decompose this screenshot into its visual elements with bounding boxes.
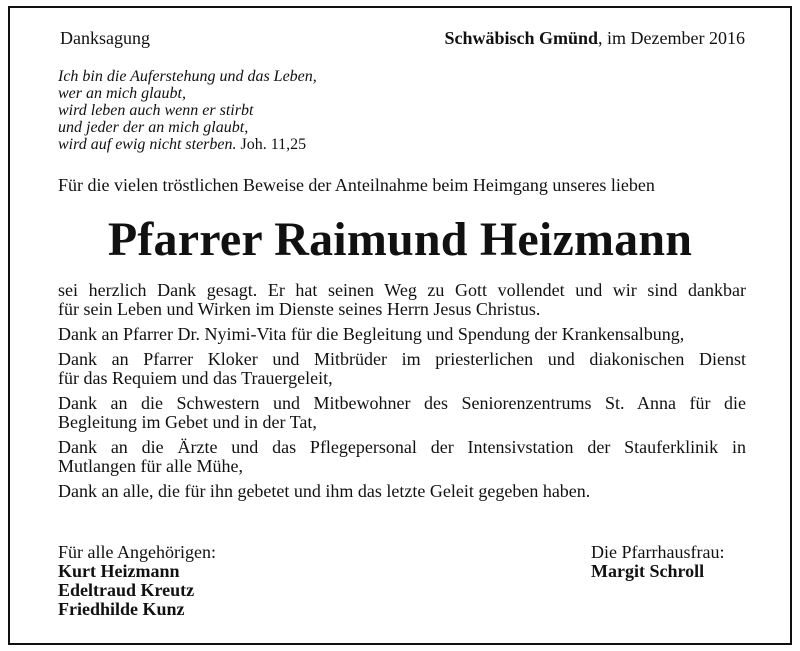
- paragraph-line: Mutlangen für alle Mühe,: [58, 456, 243, 476]
- bible-verse: [58, 68, 317, 153]
- paragraph-line: Dank an Pfarrer Dr. Nyimi-Vita für die Begleitung und Spendung der Krankensalbung,: [58, 324, 685, 344]
- paragraph-line: Dank an die Ärzte und das Pflegepersonal der Intensivstation der Stauferklinik in: [58, 437, 746, 457]
- paragraph-line: Dank an Pfarrer Kloker und Mitbrüder im priesterlichen und diakonischen Dienst: [58, 349, 746, 369]
- place-and-date: [444, 27, 745, 49]
- housekeeper-signer: [591, 543, 724, 581]
- deceased-name: Pfarrer Raimund Heizmann: [107, 213, 693, 266]
- verse-line: Ich bin die Auferstehung und das Leben,: [58, 68, 317, 85]
- paragraph-line: für sein Leben und Wirken im Dienste seines Herrn Jesus Christus.: [58, 299, 541, 319]
- signers-caption: Für alle Angehörigen:: [58, 542, 216, 562]
- paragraph-line: sei herzlich Dank gesagt. Er hat seinen Weg zu Gott vollendet und wir sind dankbar: [58, 280, 746, 300]
- family-signers: [58, 543, 216, 619]
- verse-line: wird leben auch wenn er stirbt: [58, 102, 254, 119]
- thanks-paragraph: [58, 438, 746, 476]
- place-name: Schwäbisch Gmünd: [444, 28, 599, 48]
- notice-heading: Danksagung: [60, 28, 150, 48]
- date-text: , im Dezember 2016: [598, 28, 745, 48]
- thanks-body: [58, 281, 746, 507]
- thanks-paragraph: [58, 482, 746, 501]
- thanks-paragraph: [58, 281, 746, 319]
- paragraph-line: Dank an alle, die für ihn gebetet und ihm das letzte Geleit gegeben haben.: [58, 481, 591, 501]
- signers-caption: Die Pfarrhausfrau:: [591, 542, 725, 562]
- verse-line: wird auf ewig nicht sterben.: [58, 136, 237, 153]
- thanks-paragraph: [58, 325, 746, 344]
- signer-name: Margit Schroll: [591, 561, 705, 581]
- verse-line: und jeder der an mich glaubt,: [58, 119, 249, 136]
- paragraph-line: für das Requiem und das Trauergeleit,: [58, 368, 333, 388]
- verse-reference: Joh. 11,25: [236, 136, 307, 153]
- verse-line: wer an mich glaubt,: [58, 85, 186, 102]
- signer-name: Friedhilde Kunz: [58, 599, 185, 619]
- signer-name: Edeltraud Kreutz: [58, 580, 195, 600]
- signer-name: Kurt Heizmann: [58, 561, 180, 581]
- verse-line-last: [58, 136, 317, 153]
- thanks-paragraph: [58, 350, 746, 388]
- intro-text: Für die vielen tröstlichen Beweise der Anteilnahme beim Heimgang unseres lieben: [58, 175, 655, 195]
- paragraph-line: Dank an die Schwestern und Mitbewohner des Seniorenzentrums St. Anna für die: [58, 393, 746, 413]
- thanks-paragraph: [58, 394, 746, 432]
- paragraph-line: Begleitung im Gebet und in der Tat,: [58, 412, 317, 432]
